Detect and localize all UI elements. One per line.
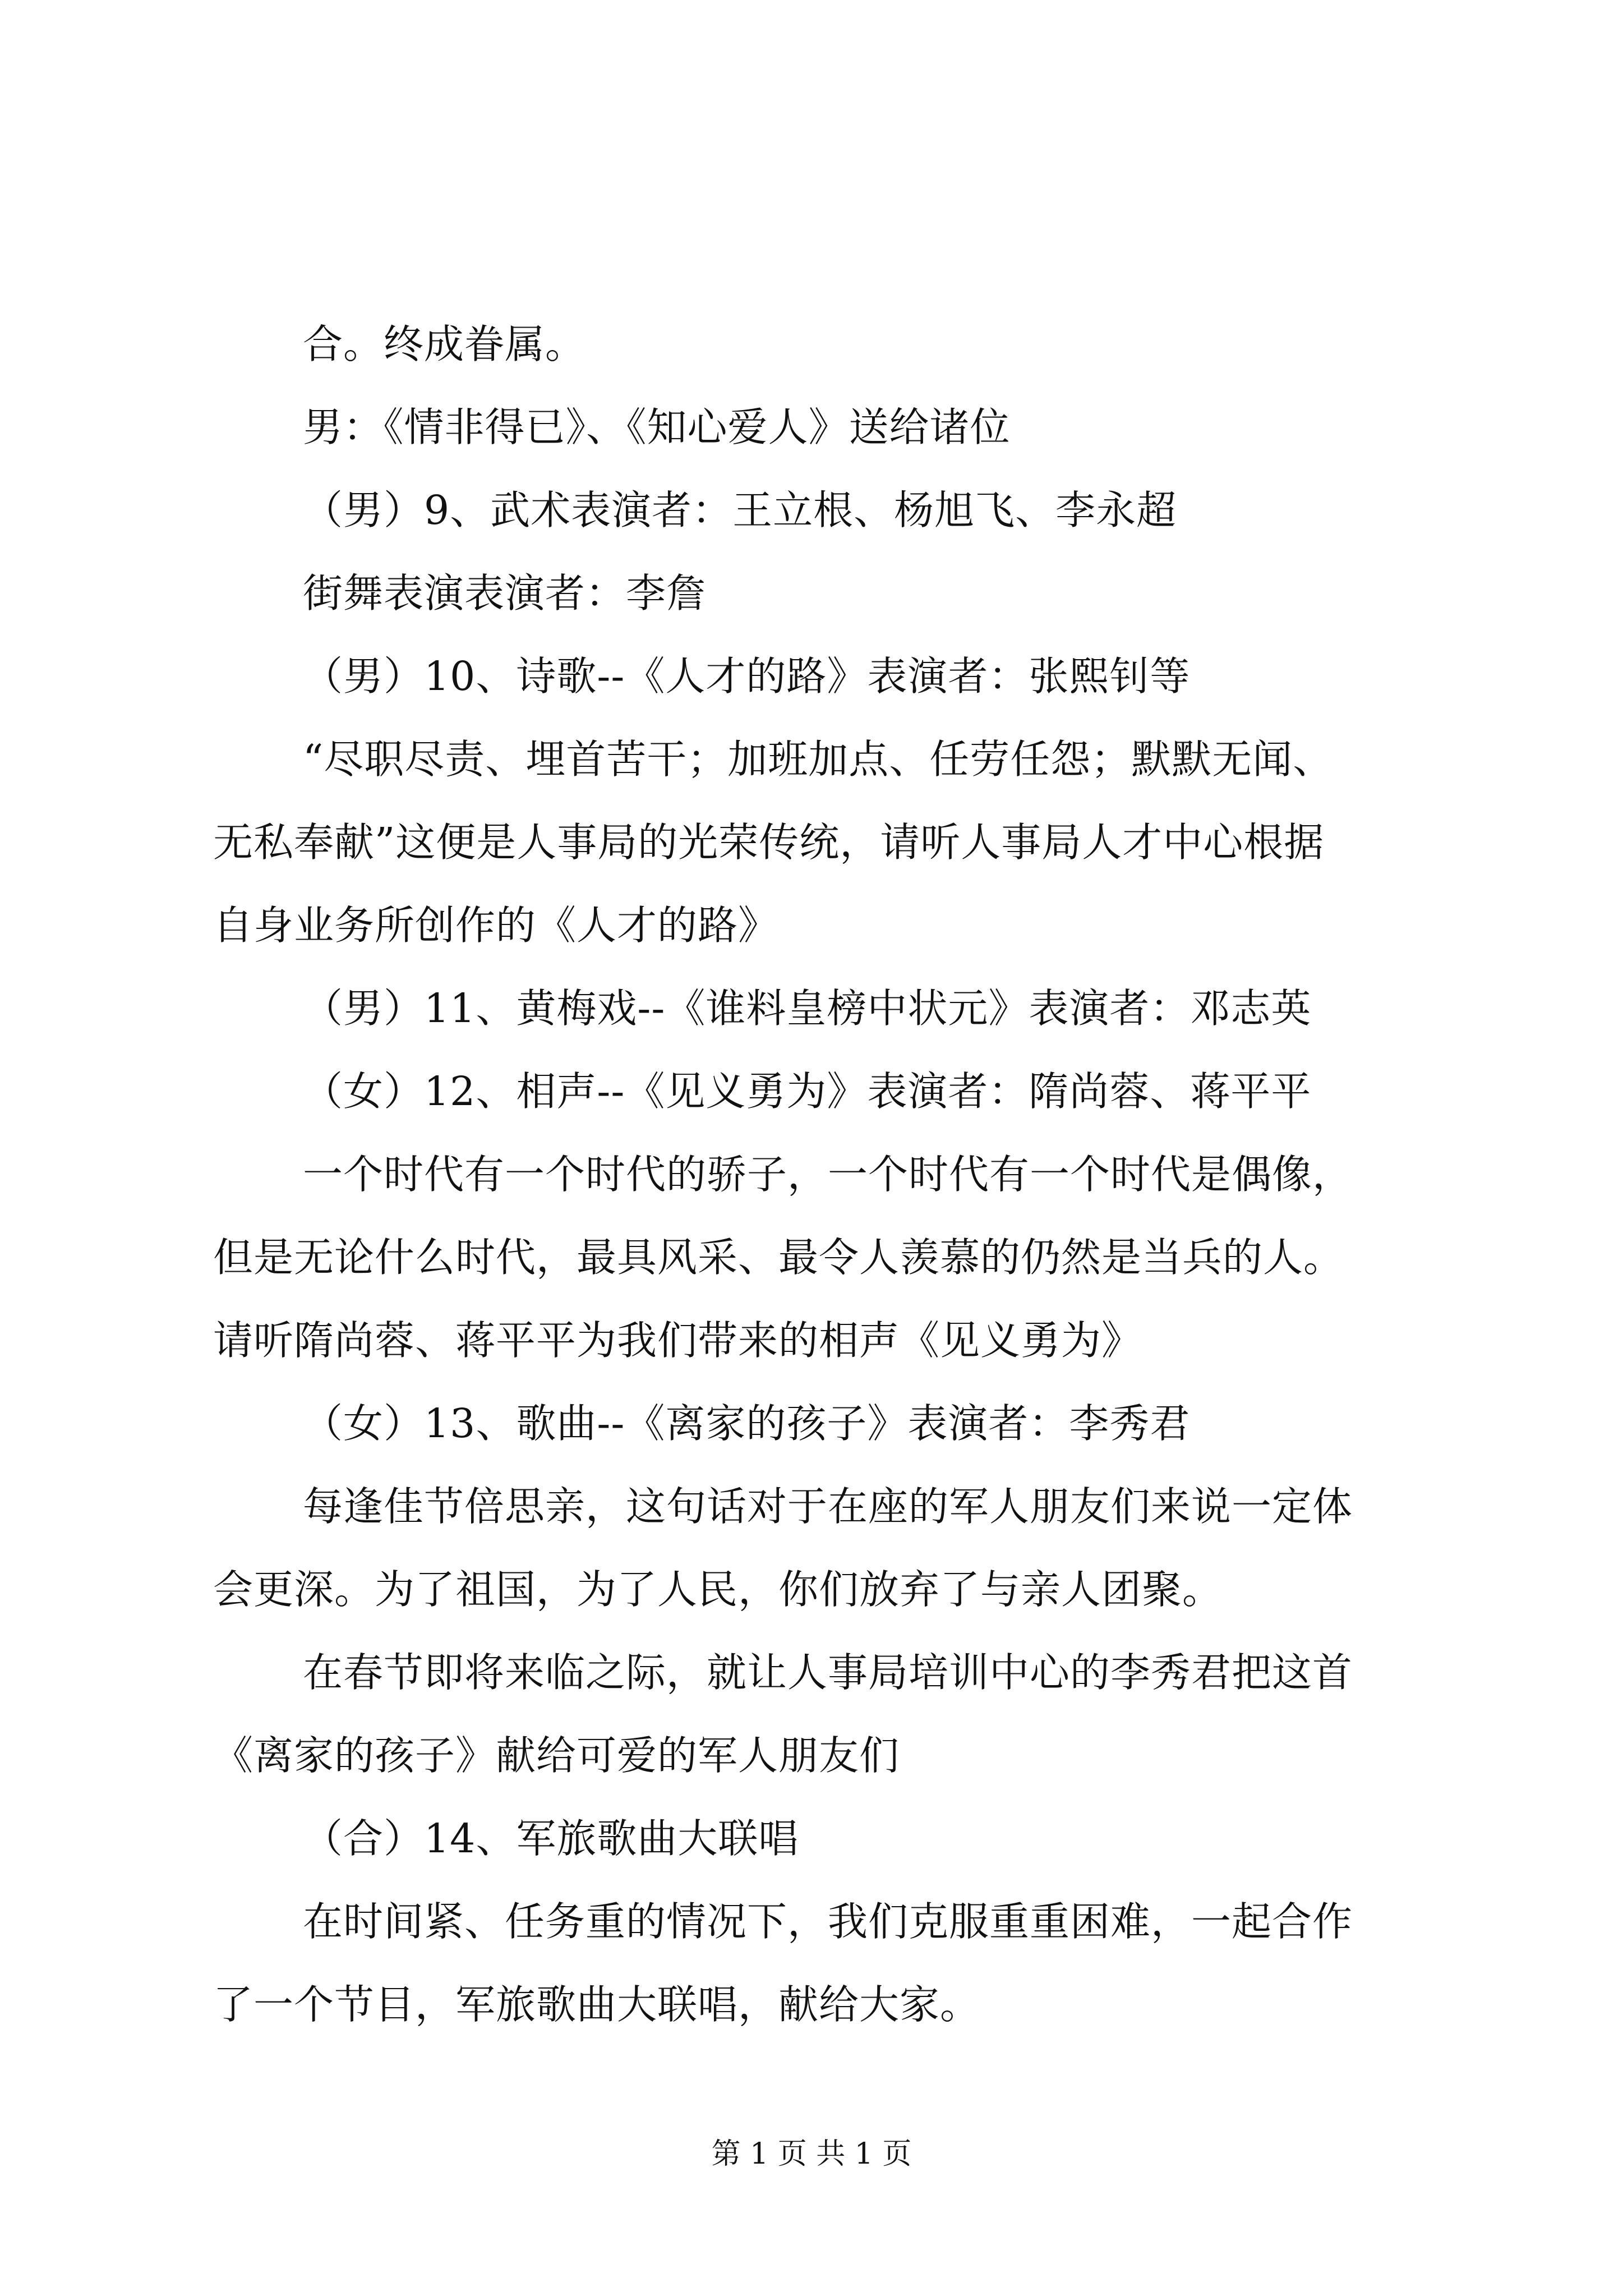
- text-line: 但是无论什么时代，最具风采、最令人羡慕的仍然是当兵的人。: [213, 1234, 1344, 1281]
- text-line: 街舞表演表演者：李詹: [303, 570, 707, 616]
- text-line: 在时间紧、任务重的情况下，我们克服重重困难，一起合作: [303, 1898, 1353, 1945]
- text-line: 无私奉献”这便是人事局的光荣传统，请听人事局人才中心根据: [213, 819, 1325, 866]
- text-line: 每逢佳节倍思亲，这句话对于在座的军人朋友们来说一定体: [303, 1483, 1353, 1530]
- text-line: 在春节即将来临之际，就让人事局培训中心的李秀君把这首: [303, 1649, 1353, 1696]
- document-body: [213, 303, 1424, 2046]
- text-line: 会更深。为了祖国，为了人民，你们放弃了与亲人团聚。: [213, 1566, 1223, 1613]
- page-footer: [0, 2134, 1623, 2174]
- text-line: （女）13、歌曲--《离家的孩子》表演者：李秀君: [303, 1400, 1191, 1447]
- text-line: （男）11、黄梅戏--《谁料皇榜中状元》表演者：邓志英: [303, 985, 1312, 1032]
- text-line: 自身业务所创作的《人才的路》: [213, 902, 779, 949]
- text-line: （男）10、诗歌--《人才的路》表演者：张熙钊等: [303, 653, 1191, 700]
- text-line: 了一个节目，军旅歌曲大联唱，献给大家。: [213, 1981, 981, 2028]
- text-line: 请听隋尚蓉、蒋平平为我们带来的相声《见义勇为》: [213, 1317, 1142, 1364]
- text-line: （女）12、相声--《见义勇为》表演者：隋尚蓉、蒋平平: [303, 1068, 1312, 1115]
- text-line: “尽职尽责、埋首苦干；加班加点、任劳任怨；默默无闻、: [303, 736, 1334, 783]
- text-line: 男：《情非得已》、《知心爱人》送给诸位: [303, 404, 1011, 450]
- page-number-label: 第 1 页 共 1 页: [711, 2137, 912, 2171]
- text-line: 一个时代有一个时代的骄子，一个时代有一个时代是偶像，: [303, 1151, 1353, 1198]
- text-line: （合）14、军旅歌曲大联唱: [303, 1815, 799, 1862]
- text-line: 《离家的孩子》献给可爱的军人朋友们: [213, 1732, 900, 1779]
- text-line: 合。终成眷属。: [303, 321, 586, 367]
- text-line: （男）9、武术表演者：王立根、杨旭飞、李永超: [303, 487, 1177, 533]
